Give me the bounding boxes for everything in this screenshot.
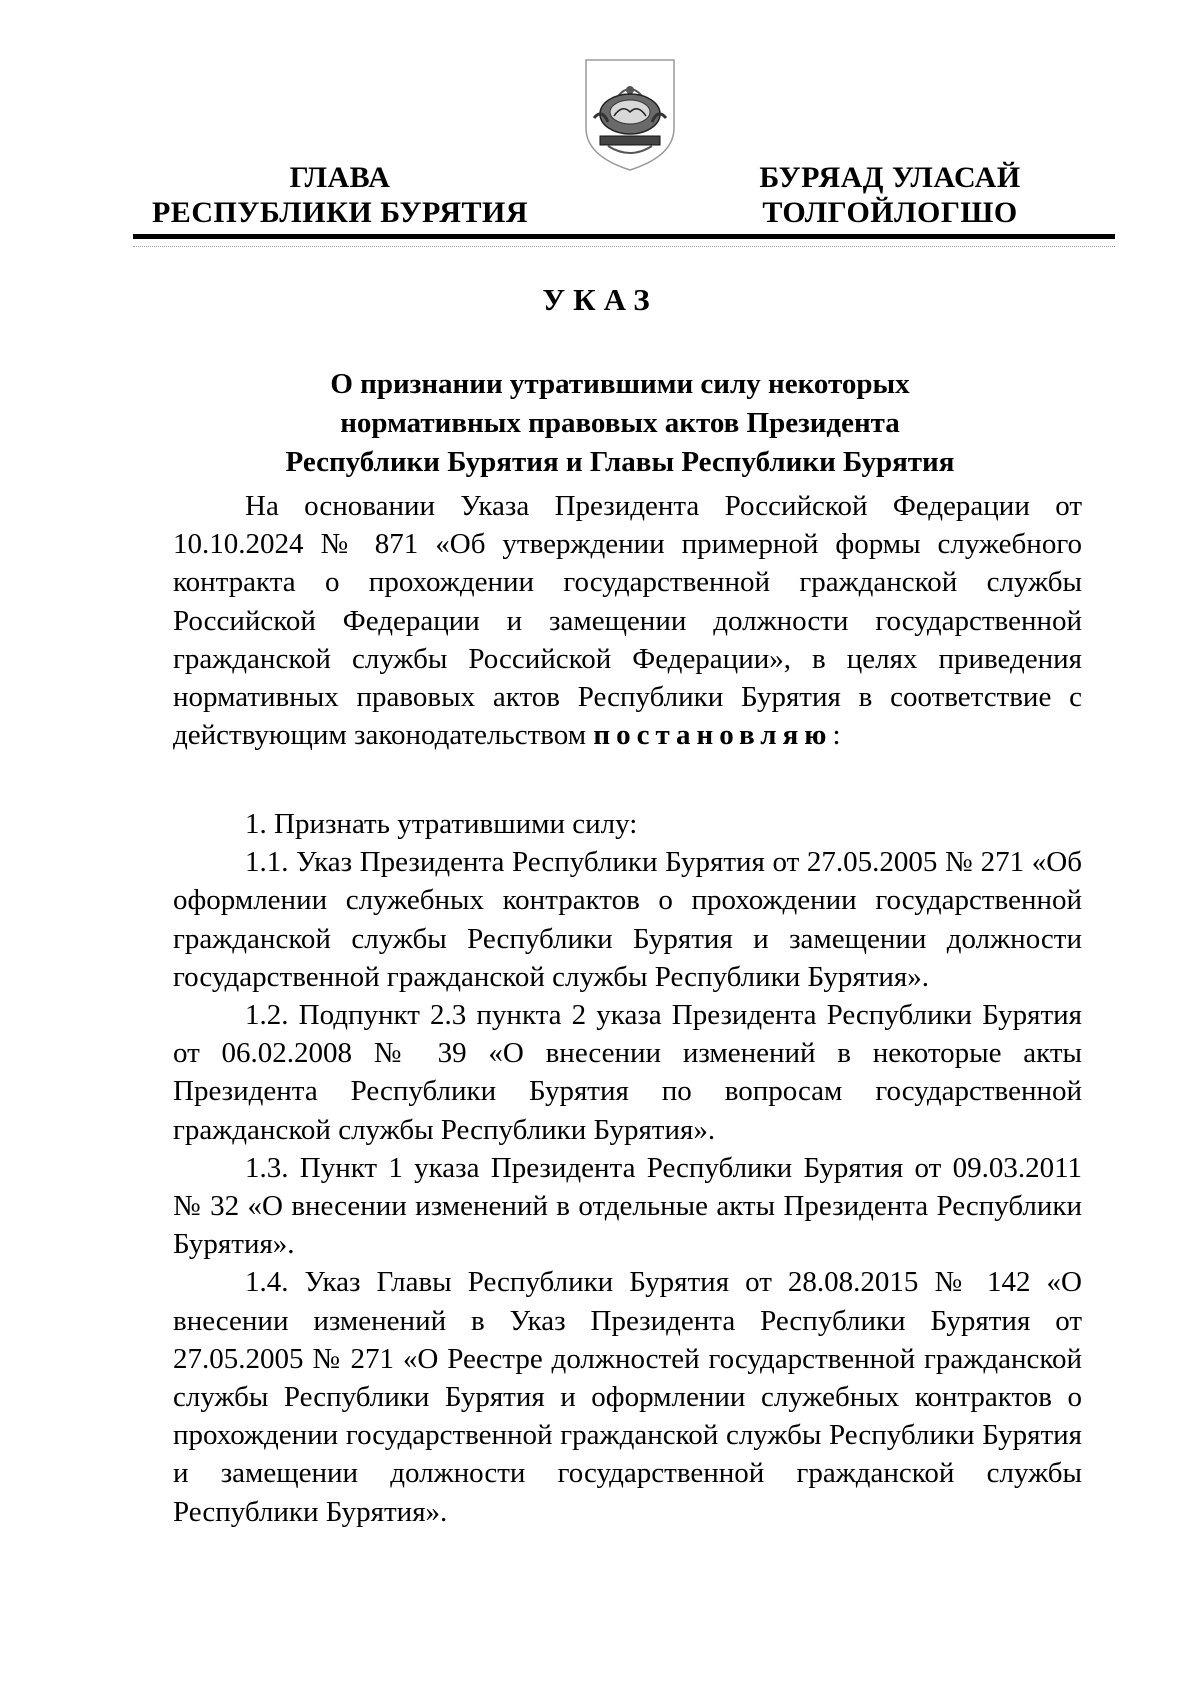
header-rule-thin xyxy=(133,246,1115,247)
decree-word: постановляю xyxy=(593,719,833,752)
title-line-3: Республики Бурятия и Главы Республики Бурятия xyxy=(285,446,955,478)
item-1-4: 1.4. Указ Главы Республики Бурятия от 28.08.2015 № 142 «О внесении изменений в Указ Президента Республики Бурятия от 27.05.2005 № 271 «О Реестре должностей государственной гражданской службы Республики Бурятия и оформлении служебных контрактов о прохождении государственной гражданской службы Республики Бурятия и замещении должности государственной гражданской службы Республики Бурятия». xyxy=(173,1266,1082,1528)
coat-of-arms-icon xyxy=(578,56,682,174)
issuer-buryat-line-2: ТОЛГОЙЛОГШО xyxy=(762,196,1018,229)
decree-colon: : xyxy=(832,719,841,752)
title-line-2: нормативных правовых актов Президента xyxy=(340,407,900,439)
issuer-line-1: ГЛАВА xyxy=(289,161,391,194)
preamble xyxy=(173,487,1082,754)
item-1: 1. Признать утратившими силу: xyxy=(245,808,638,840)
document-type: УКАЗ xyxy=(542,282,658,317)
issuer-name-russian xyxy=(140,160,540,230)
decree-items xyxy=(173,805,1082,1531)
preamble-text: На основании Указа Президента Российской Федерации от 10.10.2024 № 871 «Об утверждении примерной формы служебного контракта о прохождении государственной гражданской службы Российской Федерации и замещении должности государственной гражданской службы Российской Федерации», в целях приведения нормативных правовых актов Республики Бурятия в соответствие с действующим законодательством xyxy=(173,490,1082,752)
document-title xyxy=(200,365,1040,482)
title-line-1: О признании утратившими силу некоторых xyxy=(330,368,910,400)
item-1-3: 1.3. Пункт 1 указа Президента Республики Бурятия от 09.03.2011 № 32 «О внесении изменений в отдельные акты Президента Республики Бурятия». xyxy=(173,1151,1082,1261)
issuer-name-buryat xyxy=(710,160,1070,230)
preamble-paragraph xyxy=(173,487,1082,754)
header-rule xyxy=(133,234,1115,239)
issuer-line-2: РЕСПУБЛИКИ БУРЯТИЯ xyxy=(151,196,529,229)
item-1-1: 1.1. Указ Президента Республики Бурятия от 27.05.2005 № 271 «Об оформлении служебных контрактов о прохождении государственной гражданской службы Республики Бурятия и замещении должности государственной гражданской службы Республики Бурятия». xyxy=(173,846,1082,993)
item-1-2: 1.2. Подпункт 2.3 пункта 2 указа Президента Республики Бурятия от 06.02.2008 № 39 «О внесении изменений в некоторые акты Президента Республики Бурятия по вопросам государственной гражданской службы Республики Бурятия». xyxy=(173,999,1082,1146)
issuer-buryat-line-1: БУРЯАД УЛАСАЙ xyxy=(759,161,1021,194)
